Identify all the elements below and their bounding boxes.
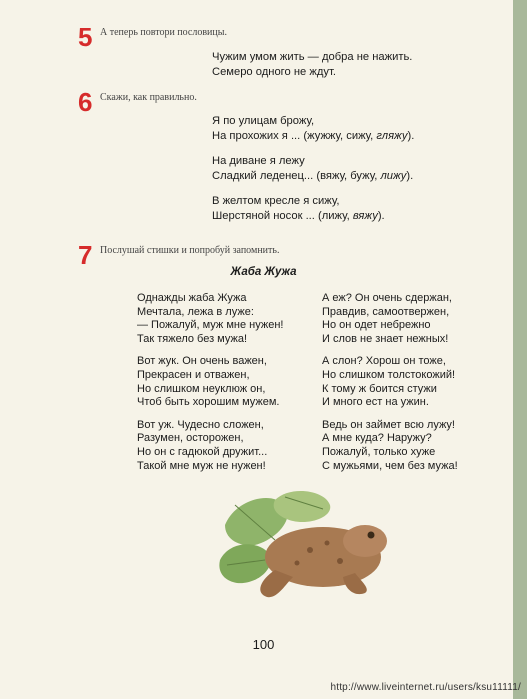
poem-line: Но он с гадюкой дружит... — [137, 445, 268, 458]
toad-wart — [337, 558, 343, 564]
verse-line — [212, 129, 414, 144]
verse-text: ). — [407, 129, 415, 142]
poem-line: А слон? Хорош он тоже, — [322, 355, 446, 368]
poem-line: Такой мне муж не нужен! — [137, 459, 266, 472]
poem-line: Разумен, осторожен, — [137, 432, 244, 445]
verse-stanza — [212, 194, 414, 223]
poem-line: Чтоб быть хорошим мужем. — [137, 396, 280, 409]
poem-line: А еж? Он очень сдержан, — [322, 292, 452, 304]
poem-line: Но он одет небрежно — [322, 319, 431, 332]
poem-left-column — [137, 292, 283, 482]
poem-stanza — [322, 292, 458, 346]
poem-stanza — [322, 419, 458, 473]
source-watermark: http://www.liveinternet.ru/users/ksu11111/ — [330, 682, 521, 693]
poem-line: Но слишком неуклюж он, — [137, 382, 266, 395]
toad-illustration — [215, 485, 395, 610]
task-6-instruction: Скажи, как правильно. — [100, 92, 197, 103]
poem-title: Жаба Жужа — [230, 266, 297, 278]
proverb-line: Чужим умом жить — добра не нажить. — [212, 51, 413, 63]
poem-right-column — [322, 292, 458, 482]
verse-text: На прохожих я ... (жужжу, сижу, — [212, 129, 377, 142]
toad-wart — [325, 541, 330, 546]
toad-wart — [307, 547, 313, 553]
verse-line: Я по улицам брожу, — [212, 115, 315, 127]
poem-line: Ведь он займет всю лужу! — [322, 418, 455, 431]
verse-line: В желтом кресле я сижу, — [212, 195, 340, 207]
poem-line: Однажды жаба Жужа — [137, 292, 247, 304]
verse-text: Шерстяной носок ... (лижу, — [212, 209, 353, 222]
poem-line: К тому ж боится стужи — [322, 382, 437, 395]
task-6-verses — [212, 114, 414, 234]
correct-answer: гляжу — [376, 129, 408, 142]
correct-answer: лижу — [380, 169, 407, 182]
poem-stanza — [137, 355, 283, 409]
poem-line: Но слишком толстокожий! — [322, 368, 456, 381]
task-7-instruction: Послушай стишки и попробуй запомнить. — [100, 245, 280, 256]
poem-line: Мечтала, лежа в луже: — [137, 305, 254, 318]
poem-line: Вот жук. Он очень важен, — [137, 355, 267, 368]
toad-wart — [295, 561, 300, 566]
page-edge — [513, 0, 527, 699]
verse-text: ). — [406, 169, 414, 182]
poem-line: — Пожалуй, муж мне нужен! — [137, 319, 284, 332]
poem-line: С мужьями, чем без мужа! — [322, 459, 458, 472]
poem-line: И много ест на ужин. — [322, 396, 429, 409]
verse-stanza — [212, 114, 414, 143]
poem-line: И слов не знает нежных! — [322, 332, 449, 345]
poem-line: А мне куда? Наружу? — [322, 432, 432, 445]
poem-line: Прекрасен и отважен, — [137, 368, 250, 381]
poem-stanza — [322, 355, 458, 409]
poem-line: Пожалуй, только хуже — [322, 445, 436, 458]
task-number-6: 6 — [78, 87, 93, 117]
verse-line — [212, 209, 414, 224]
poem-line: Вот уж. Чудесно сложен, — [137, 418, 264, 431]
poem-stanza — [137, 292, 283, 346]
proverb-line: Семеро одного не ждут. — [212, 65, 336, 78]
correct-answer: вяжу — [352, 209, 378, 222]
leaf-shape — [219, 544, 270, 583]
verse-text: ). — [377, 209, 385, 222]
task-number-7: 7 — [78, 240, 93, 270]
poem-line: Так тяжело без мужа! — [137, 332, 248, 345]
verse-line — [212, 169, 414, 184]
toad-head — [343, 525, 387, 557]
task-5-proverbs — [212, 50, 412, 79]
poem-line: Правдив, самоотвержен, — [322, 305, 450, 318]
verse-stanza — [212, 154, 414, 183]
verse-text: Сладкий леденец... (вяжу, бужу, — [212, 169, 381, 182]
poem-stanza — [137, 419, 283, 473]
page-number: 100 — [252, 637, 275, 652]
toad-eye — [368, 532, 375, 539]
task-number-5: 5 — [78, 22, 93, 52]
task-5-instruction: А теперь повтори пословицы. — [100, 27, 227, 38]
verse-line: На диване я лежу — [212, 155, 305, 167]
